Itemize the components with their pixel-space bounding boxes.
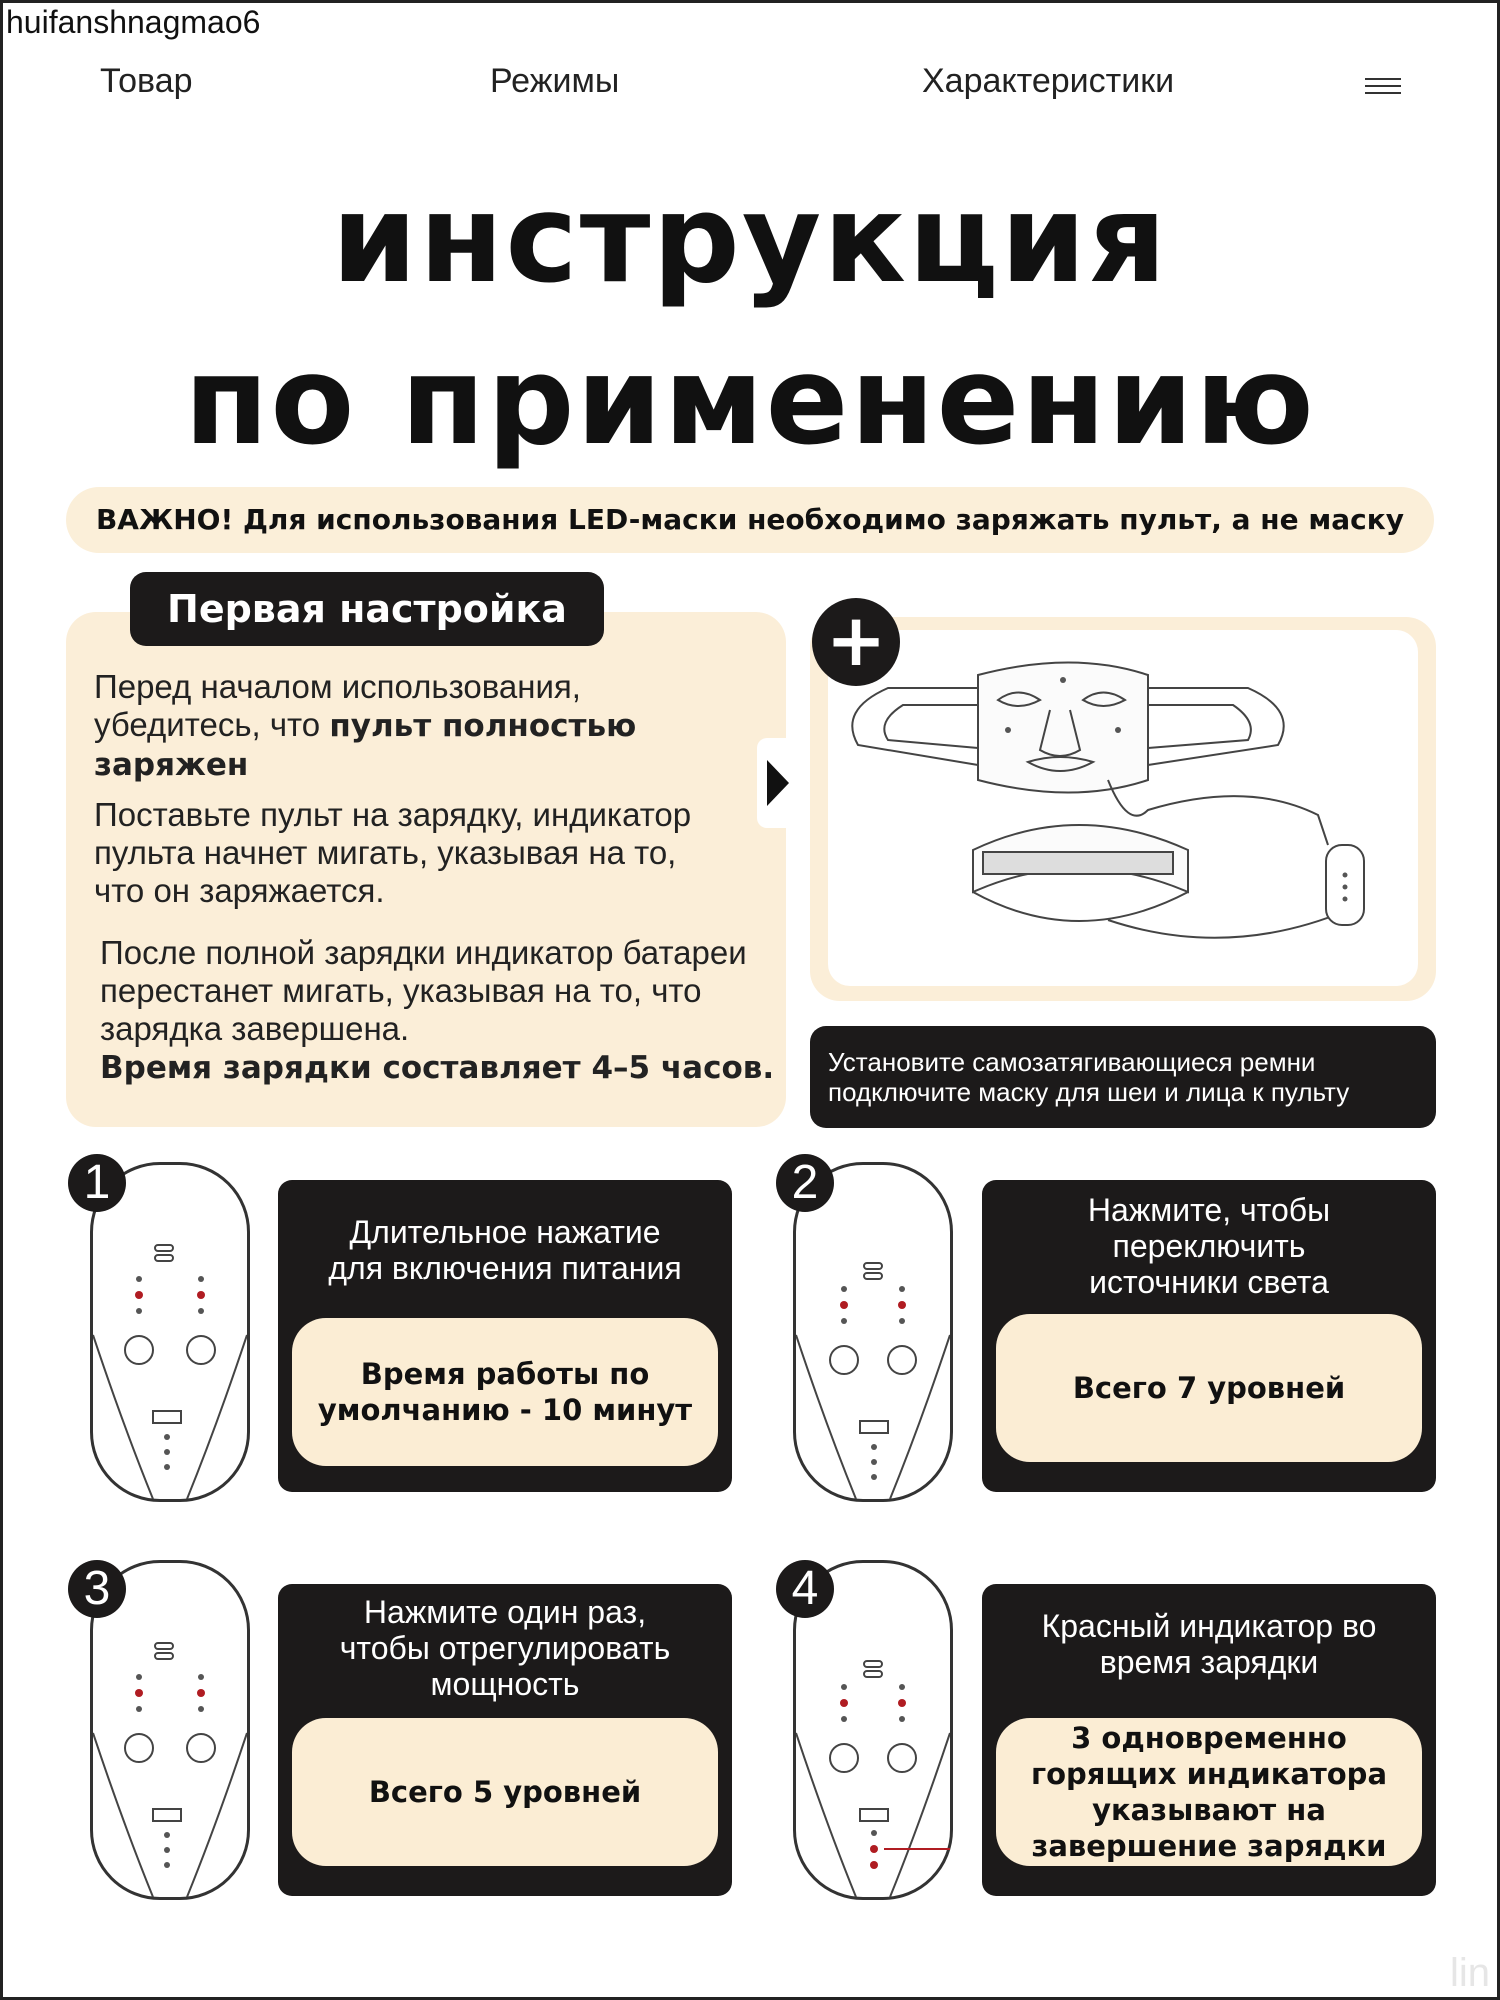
step-number-1: 1 (68, 1154, 126, 1212)
watermark-text: huifanshnagmao6 (6, 4, 261, 40)
step-number-4: 4 (776, 1560, 834, 1618)
remote-drawing-3 (93, 1563, 247, 1897)
setup-p3-text: После полной зарядки индикатор батареи перестанет мигать, указывая на то, что зарядка завершена. (100, 934, 747, 1047)
nav-item-product[interactable]: Товар (100, 62, 193, 100)
step-number-2: 2 (776, 1154, 834, 1212)
step-card-3 (278, 1584, 732, 1896)
step-number-3: 3 (68, 1560, 126, 1618)
step-2-text: Нажмите, чтобы переключить источники света (1087, 1192, 1331, 1300)
page-title-line1: инструкция (331, 168, 1169, 310)
led-mask-drawing (828, 630, 1418, 986)
step-card-2 (982, 1180, 1436, 1492)
step-card-4 (982, 1584, 1436, 1896)
mask-illustration (828, 630, 1418, 986)
remote-drawing-2 (796, 1165, 950, 1499)
remote-drawing-1 (93, 1165, 247, 1499)
setup-paragraph-2: Поставьте пульт на зарядку, индикатор пульта начнет мигать, указывая на то, что он заряжается. (94, 796, 692, 909)
hamburger-menu-icon[interactable] (1365, 78, 1401, 98)
step-1-text: Длительное нажатие для включения питания (328, 1214, 682, 1286)
important-banner: ВАЖНО! Для использования LED-маски необходимо заряжать пульт, а не маску (66, 487, 1434, 553)
step-4-text: Красный индикатор во время зарядки (1041, 1608, 1377, 1680)
mask-caption: Установите самозатягивающиеся ремни подключите маску для шеи и лица к пульту (810, 1026, 1436, 1128)
nav-item-specs[interactable]: Характеристики (922, 62, 1175, 100)
remote-illustration-2 (793, 1162, 953, 1502)
nav-item-modes[interactable]: Режимы (490, 62, 620, 100)
step-2-pill: Всего 7 уровней (996, 1314, 1422, 1462)
setup-p3-bold: Время зарядки составляет 4–5 часов. (100, 1050, 775, 1086)
remote-illustration-1 (90, 1162, 250, 1502)
arrow-right-icon (757, 738, 797, 828)
setup-paragraph-1 (94, 668, 734, 784)
step-3-text: Нажмите один раз, чтобы отрегулировать мощность (339, 1594, 671, 1702)
page-title-line2: по применению (184, 330, 1316, 472)
step-3-pill: Всего 5 уровней (292, 1718, 718, 1866)
plus-icon: + (812, 598, 900, 686)
setup-p1-bold: пульт полностью заряжен (94, 708, 637, 783)
step-1-pill: Время работы по умолчанию - 10 минут (292, 1318, 718, 1466)
top-nav (0, 62, 1500, 112)
setup-label: Первая настройка (130, 572, 604, 646)
corner-watermark: lin (1449, 1951, 1490, 1995)
setup-paragraph-3 (100, 934, 780, 1087)
step-card-1 (278, 1180, 732, 1492)
setup-p1-text: Перед началом использования, убедитесь, что (94, 668, 581, 743)
step-4-pill: 3 одновременно горящих индикатора указывают на завершение зарядки (996, 1718, 1422, 1866)
